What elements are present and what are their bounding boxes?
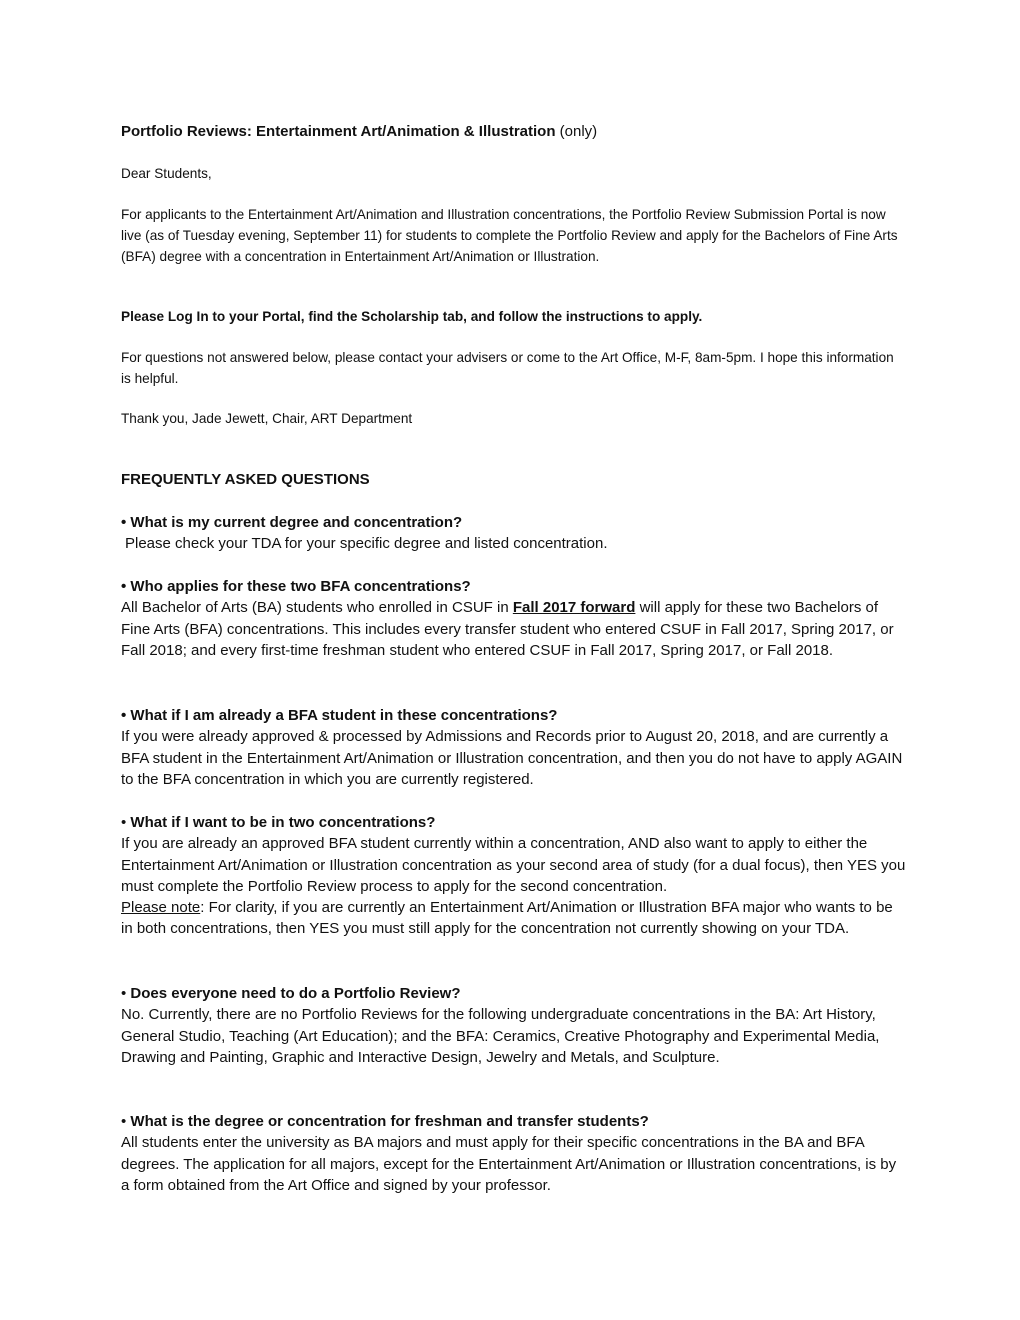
question-text: What is the degree or concentration for freshman and transfer students? — [130, 1113, 649, 1130]
signoff: Thank you, Jade Jewett, Chair, ART Department — [121, 411, 413, 426]
faq-question — [121, 1111, 906, 1132]
faq-item-already-bfa — [121, 705, 906, 790]
faq-question: • What if I am already a BFA student in these concentrations? — [121, 707, 558, 724]
faq-question: • Who applies for these two BFA concentrations? — [121, 578, 471, 595]
bullet: • — [121, 814, 131, 831]
faq-note — [121, 897, 906, 940]
faq-item-two-concentrations — [121, 812, 906, 940]
bullet: • — [121, 985, 131, 1002]
document-title — [121, 121, 597, 142]
faq-answer: No. Currently, there are no Portfolio Reviews for the following undergraduate concentrations in the BA: Art History, General Studio, Teaching (Art Education); and the BFA: Ceramics, Creative Photography and Experimental Media, Drawing and Painting, Graphic and Interactive Design, Jewelry and Metals, and Sculpture. — [121, 1006, 880, 1066]
answer-emphasis: Fall 2017 forward — [512, 599, 636, 617]
note-label: Please note — [121, 899, 201, 917]
title-suffix: (only) — [555, 123, 598, 140]
faq-question: • What is my current degree and concentration? — [121, 514, 463, 531]
faq-item-who-applies — [121, 576, 906, 661]
title-main: Portfolio Reviews: Entertainment Art/Animation & Illustration — [121, 123, 556, 140]
faq-answer — [121, 597, 906, 661]
answer-text: will apply for these two Bachelors of Fine Arts (BFA) concentrations. This includes every transfer student who entered CSUF in Fall 2017, Spring 2017, or Fall 2018; and every first-time freshman student who entered CSUF in Fall 2017, Spring 2017, or Fall 2018. — [121, 599, 894, 659]
note-text: : For clarity, if you are currently an Entertainment Art/Animation or Illustration BFA major who wants to be in both concentrations, then YES you must still apply for the concentration not currently showing on your TDA. — [121, 899, 893, 938]
question-text: What if I want to be in two concentrations? — [130, 814, 436, 831]
question-text: Does everyone need to do a Portfolio Review? — [130, 985, 461, 1002]
greeting: Dear Students, — [121, 166, 212, 181]
faq-question — [121, 812, 906, 833]
intro-paragraph: For applicants to the Entertainment Art/Animation and Illustration concentrations, the Portfolio Review Submission Portal is now live (as of Tuesday evening, September 11) for students to complete the Portfolio Review and apply for the Bachelors of Fine Arts (BFA) degree with a concentration in Entertainment Art/Animation or Illustration. — [121, 207, 898, 264]
faq-heading: FREQUENTLY ASKED QUESTIONS — [121, 471, 370, 488]
faq-answer: If you are already an approved BFA student currently within a concentration, AND also want to apply to either the Entertainment Art/Animation or Illustration concentration as your second area of study (for a dual focus), then YES you must complete the Portfolio Review process to apply for the second concentration. — [121, 835, 906, 895]
faq-item-freshman-transfer — [121, 1111, 906, 1196]
faq-item-portfolio-review — [121, 983, 906, 1068]
answer-text: All Bachelor of Arts (BA) students who enrolled in CSUF in — [121, 599, 513, 617]
login-instruction: Please Log In to your Portal, find the Scholarship tab, and follow the instructions to apply. — [121, 309, 703, 324]
faq-answer: If you were already approved & processed by Admissions and Records prior to August 20, 2018, and are currently a BFA student in the Entertainment Art/Animation or Illustration concentration, and then you do not have to apply AGAIN to the BFA concentration in which you are currently registered. — [121, 728, 903, 788]
bullet: • — [121, 1113, 131, 1130]
faq-question — [121, 983, 906, 1004]
faq-answer: Please check your TDA for your specific degree and listed concentration. — [125, 535, 608, 553]
questions-note: For questions not answered below, please contact your advisers or come to the Art Office, M-F, 8am-5pm. I hope this information is helpful. — [121, 350, 894, 386]
faq-answer: All students enter the university as BA majors and must apply for their specific concentrations in the BA and BFA degrees. The application for all majors, except for the Entertainment Art/Animation or Illustration concentrations, is by a form obtained from the Art Office and signed by your professor. — [121, 1134, 897, 1194]
faq-item-current-degree — [121, 512, 607, 555]
